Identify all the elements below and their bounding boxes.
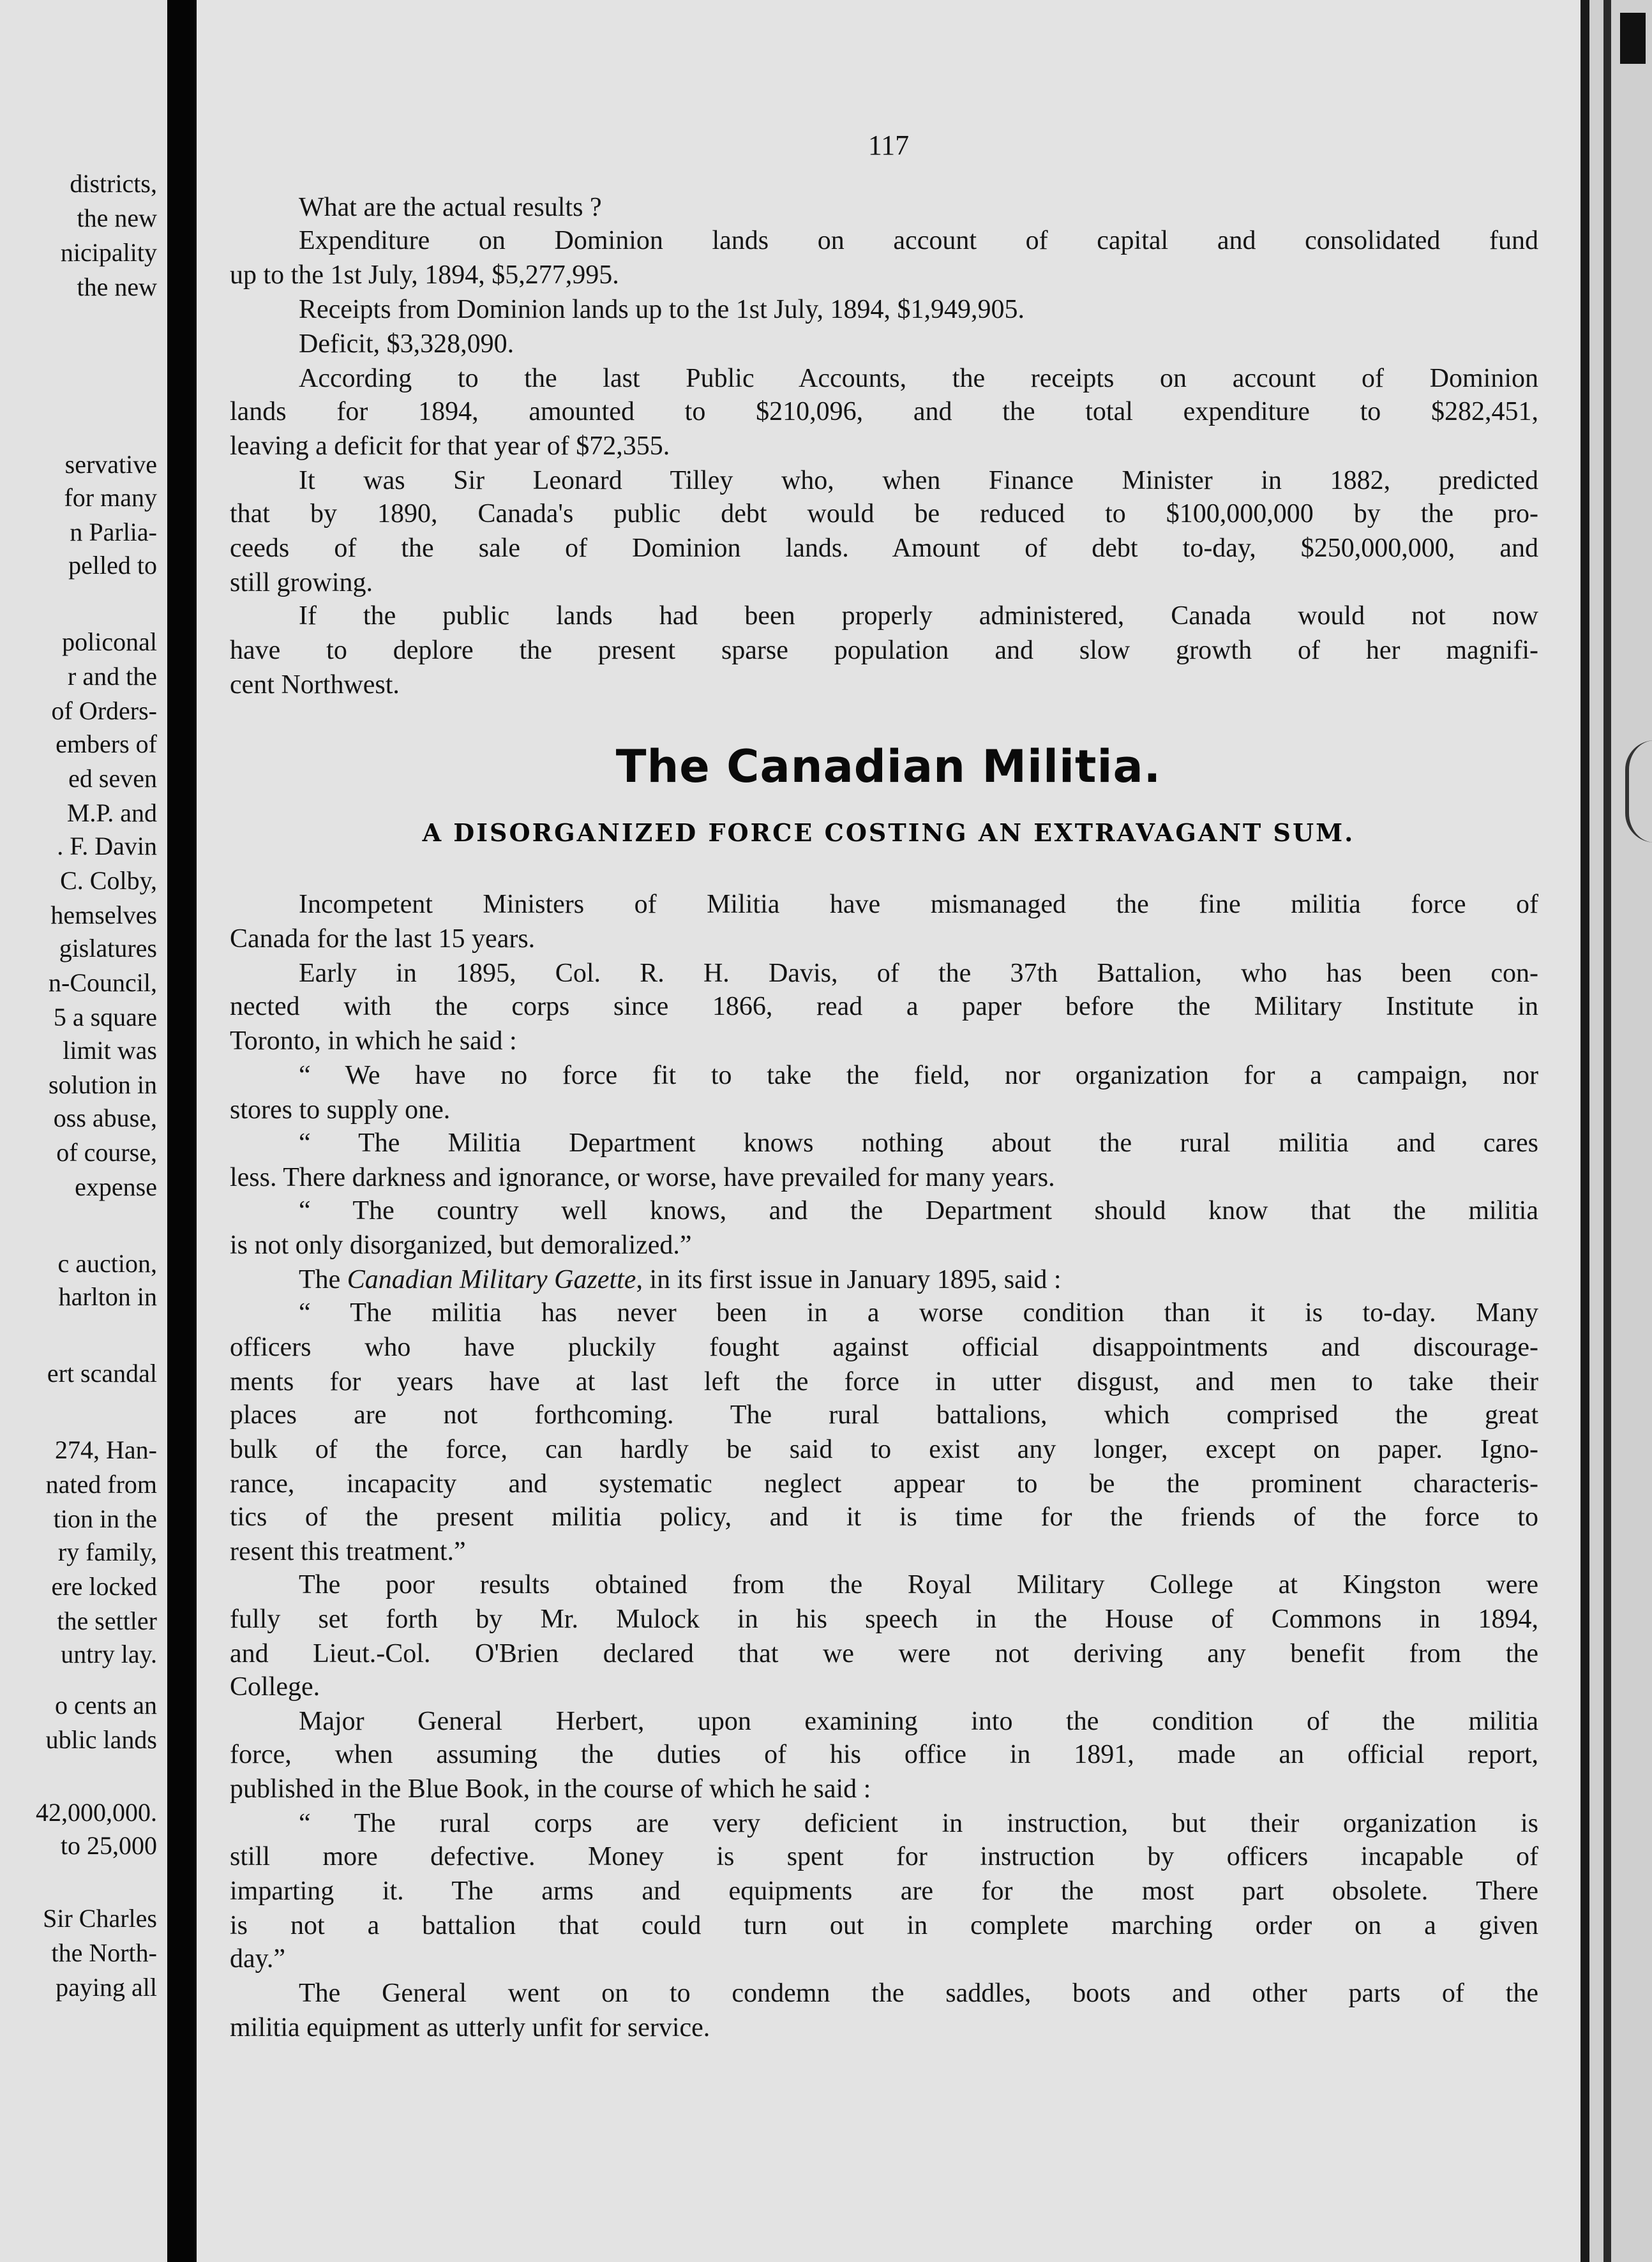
text-line: still more defective. Money is spent for instruction by officers incapable of xyxy=(230,1842,1538,1871)
left-fragment: for many xyxy=(64,483,157,512)
section-title: The Canadian Militia. xyxy=(615,740,1162,793)
adjacent-left-page xyxy=(0,0,167,2262)
text-line: imparting it. The arms and equipments are for the most part obsolete. There xyxy=(230,1876,1538,1906)
left-fragment: M.P. and xyxy=(66,798,157,827)
text-line: officers who have pluckily fought against official disappointments and discourage- xyxy=(230,1333,1538,1362)
text-line: “ The rural corps are very deficient in instruction, but their organization is xyxy=(299,1809,1538,1838)
text-line: Major General Herbert, upon examining into the condition of the militia xyxy=(299,1707,1538,1736)
left-fragment: the new xyxy=(77,204,157,232)
main-page xyxy=(197,0,1581,2262)
text-line: fully set forth by Mr. Mulock in his speech in the House of Commons in 1894, xyxy=(230,1605,1538,1634)
text-line: tics of the present militia policy, and it is time for the friends of the force to xyxy=(230,1502,1538,1532)
text-line: Receipts from Dominion lands up to the 1st July, 1894, $1,949,905. xyxy=(299,295,1025,324)
text-line: “ The Militia Department knows nothing about the rural militia and cares xyxy=(299,1128,1538,1158)
left-fragment: ere locked xyxy=(51,1572,157,1601)
text-line: Incompetent Ministers of Militia have mismanaged the fine militia force of xyxy=(299,890,1538,919)
text-line: up to the 1st July, 1894, $5,277,995. xyxy=(230,260,619,290)
left-fragment: untry lay. xyxy=(61,1640,157,1668)
section-subtitle: A DISORGANIZED FORCE COSTING AN EXTRAVAGANT SUM. xyxy=(422,818,1355,847)
left-fragment: to 25,000 xyxy=(60,1831,157,1860)
text-line: ceeds of the sale of Dominion lands. Amount of debt to-day, $250,000,000, and xyxy=(230,534,1538,563)
text-line: nected with the corps since 1866, read a paper before the Military Institute in xyxy=(230,992,1538,1021)
left-fragment: limit was xyxy=(63,1036,157,1065)
text-line: resent this treatment.” xyxy=(230,1537,466,1566)
left-fragment: tion in the xyxy=(53,1504,157,1533)
text-line: have to deplore the present sparse population and slow growth of her magnifi- xyxy=(230,636,1538,665)
left-fragment: o cents an xyxy=(55,1691,157,1719)
text-line: What are the actual results ? xyxy=(299,193,602,222)
text-line: If the public lands had been properly administered, Canada would not now xyxy=(299,601,1538,631)
text-line xyxy=(230,1266,1538,1293)
text-line: still growing. xyxy=(230,568,373,597)
text-line: rance, incapacity and systematic neglect appear to be the prominent characteris- xyxy=(230,1469,1538,1499)
left-fragment: 5 a square xyxy=(53,1003,157,1031)
page-edge-curve xyxy=(1625,740,1652,843)
left-fragment: oss abuse, xyxy=(53,1104,157,1132)
left-fragment: embers of xyxy=(56,730,157,758)
text-line: “ We have no force fit to take the field, nor organization for a campaign, nor xyxy=(299,1061,1538,1090)
text-span: The xyxy=(299,1265,347,1294)
text-line: published in the Blue Book, in the course of which he said : xyxy=(230,1774,871,1804)
left-fragment: the North- xyxy=(51,1938,157,1967)
text-line: “ The country well knows, and the Department should know that the militia xyxy=(299,1196,1538,1225)
text-line: lands for 1894, amounted to $210,096, and the total expenditure to $282,451, xyxy=(230,397,1538,426)
text-line: Canada for the last 15 years. xyxy=(230,924,536,954)
left-fragment: . F. Davin xyxy=(57,832,157,860)
left-fragment: expense xyxy=(75,1172,157,1201)
text-line: places are not forthcoming. The rural battalions, which comprised the great xyxy=(230,1400,1538,1430)
text-line: is not a battalion that could turn out in complete marching order on a given xyxy=(230,1911,1538,1940)
left-fragment: pelled to xyxy=(68,551,157,580)
left-fragment: 274, Han- xyxy=(55,1435,157,1464)
right-page-edge xyxy=(1581,0,1652,2262)
text-line: Expenditure on Dominion lands on account of capital and consolidated fund xyxy=(299,226,1538,255)
text-line: less. There darkness and ignorance, or worse, have prevailed for many years. xyxy=(230,1163,1055,1192)
text-line: ments for years have at last left the force in utter disgust, and men to take their xyxy=(230,1367,1538,1397)
left-fragment: of Orders- xyxy=(51,696,157,725)
text-line: It was Sir Leonard Tilley who, when Finance Minister in 1882, predicted xyxy=(299,466,1538,495)
text-line: leaving a deficit for that year of $72,355. xyxy=(230,431,670,461)
page-edge-shadow xyxy=(1581,0,1589,2262)
text-line: and Lieut.-Col. O'Brien declared that we were not deriving any benefit from the xyxy=(230,1639,1538,1668)
text-line: College. xyxy=(230,1672,320,1702)
left-fragment: solution in xyxy=(48,1070,157,1099)
text-line: bulk of the force, can hardly be said to exist any longer, except on paper. Igno- xyxy=(230,1435,1538,1464)
page-edge-line xyxy=(1603,0,1611,2262)
left-fragment: ry family, xyxy=(57,1538,157,1566)
left-fragment: ert scandal xyxy=(47,1359,157,1388)
text-line: According to the last Public Accounts, the receipts on account of Dominion xyxy=(299,364,1538,393)
left-fragment: n-Council, xyxy=(49,968,157,997)
left-fragment: 42,000,000. xyxy=(36,1798,157,1827)
left-fragment: paying all xyxy=(56,1973,157,2002)
left-fragment: gislatures xyxy=(59,934,157,962)
text-line: stores to supply one. xyxy=(230,1095,451,1125)
left-fragment: n Parlia- xyxy=(70,518,157,546)
left-fragment: Sir Charles xyxy=(43,1904,157,1933)
left-fragment: policonal xyxy=(62,627,157,656)
left-fragment: C. Colby, xyxy=(60,866,157,895)
text-line: is not only disorganized, but demoralized.” xyxy=(230,1231,692,1260)
text-line: Toronto, in which he said : xyxy=(230,1026,517,1056)
text-line: “ The militia has never been in a worse condition than it is to-day. Many xyxy=(299,1298,1538,1328)
text-span: , in its first issue in January 1895, said : xyxy=(636,1265,1062,1294)
text-line: that by 1890, Canada's public debt would be reduced to $100,000,000 by the pro- xyxy=(230,499,1538,528)
left-fragment: nated from xyxy=(45,1470,157,1499)
text-line: cent Northwest. xyxy=(230,670,400,700)
left-fragment: hemselves xyxy=(50,901,157,929)
book-gutter xyxy=(167,0,197,2262)
left-fragment: c auction, xyxy=(57,1249,157,1278)
left-fragment: ublic lands xyxy=(45,1725,157,1754)
left-fragment: servative xyxy=(64,450,157,479)
left-fragment: r and the xyxy=(68,662,157,691)
text-line: The General went on to condemn the saddles, boots and other parts of the xyxy=(299,1979,1538,2008)
text-line: Early in 1895, Col. R. H. Davis, of the 37th Battalion, who has been con- xyxy=(299,959,1538,988)
page-edge-block xyxy=(1620,13,1646,64)
text-line: The poor results obtained from the Royal Military College at Kingston were xyxy=(299,1570,1538,1599)
left-fragment: harlton in xyxy=(58,1282,157,1311)
text-line: militia equipment as utterly unfit for service. xyxy=(230,2013,710,2042)
text-line: force, when assuming the duties of his office in 1891, made an official report, xyxy=(230,1740,1538,1769)
left-fragment: the new xyxy=(77,273,157,301)
gazette-title: Canadian Military Gazette xyxy=(347,1265,636,1294)
left-fragment: the settler xyxy=(57,1607,157,1635)
left-fragment: of course, xyxy=(56,1138,157,1167)
text-line: day.” xyxy=(230,1944,286,1974)
text-line: Deficit, $3,328,090. xyxy=(299,329,514,359)
left-fragment: nicipality xyxy=(60,238,157,267)
page-number: 117 xyxy=(867,130,910,161)
left-fragment: ed seven xyxy=(68,764,157,793)
left-fragment: districts, xyxy=(70,169,157,198)
